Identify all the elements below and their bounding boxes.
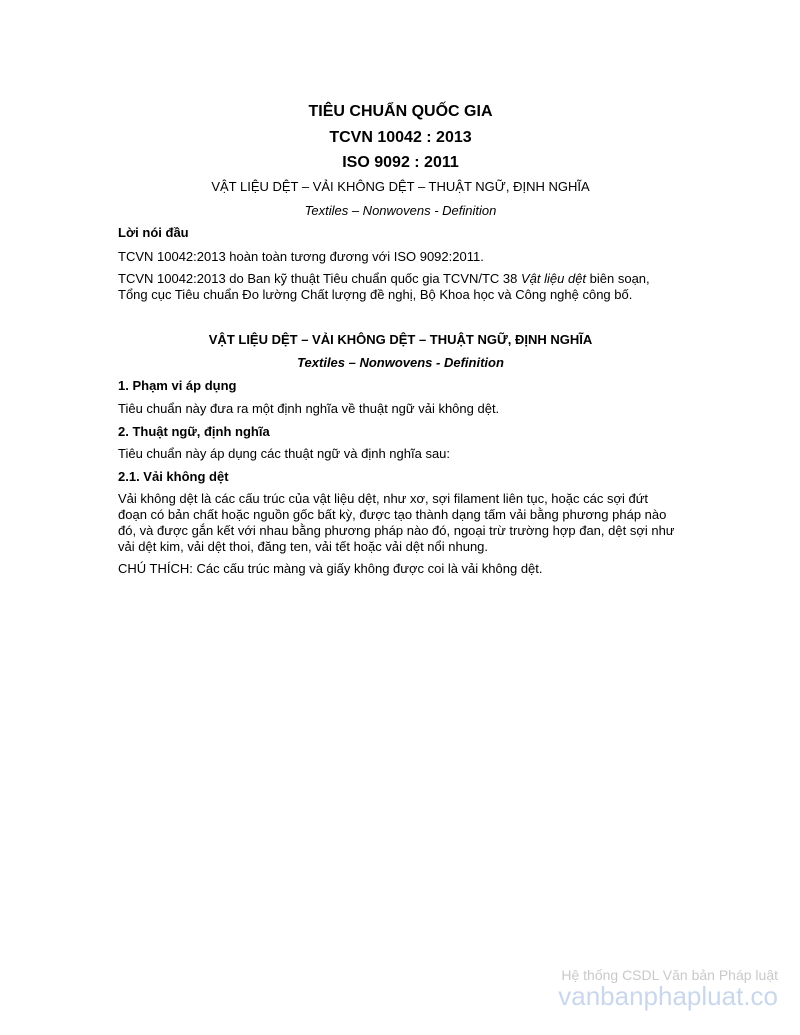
foreword-p2-line2: Tổng cục Tiêu chuẩn Đo lường Chất lượng đề nghị, Bộ Khoa học và Công nghệ công bố.	[118, 287, 633, 302]
foreword-paragraph-2	[118, 271, 683, 303]
body-title-en: Textiles – Nonwovens - Definition	[297, 355, 504, 370]
definition-line: đó, và được gắn kết với nhau bằng phương pháp nào đó, ngoại trừ trường hợp đan, dệt sợi như	[118, 523, 675, 538]
section-2-heading: 2. Thuật ngữ, định nghĩa	[118, 424, 270, 439]
standard-title-vn: VẬT LIỆU DỆT – VẢI KHÔNG DỆT – THUẬT NGỮ, ĐỊNH NGHĨA	[211, 179, 590, 194]
iso-code: ISO 9092 : 2011	[342, 154, 459, 171]
section-1-text: Tiêu chuẩn này đưa ra một định nghĩa về thuật ngữ vải không dệt.	[118, 401, 500, 416]
definition-line: vải dệt kim, vải dệt thoi, đăng ten, vải tết hoặc vải dệt nổi nhung.	[118, 539, 489, 554]
standard-title-en: Textiles – Nonwovens - Definition	[304, 203, 497, 218]
definition-line: Vải không dệt là các cấu trúc của vật liệu dệt, như xơ, sợi filament liên tục, hoặc các sợi đứt	[118, 491, 649, 506]
foreword-paragraph-1: TCVN 10042:2013 hoàn toàn tương đương với ISO 9092:2011.	[118, 249, 484, 264]
document-title: TIÊU CHUẨN QUỐC GIA	[308, 103, 493, 120]
standard-code: TCVN 10042 : 2013	[329, 129, 472, 146]
section-2-1-heading: 2.1. Vải không dệt	[118, 469, 229, 484]
section-2-text: Tiêu chuẩn này áp dụng các thuật ngữ và định nghĩa sau:	[118, 446, 451, 461]
foreword-p2-italic: Vật liệu dệt	[521, 271, 587, 286]
foreword-heading: Lời nói đầu	[118, 225, 189, 240]
definition-line: đoạn có bản chất hoặc nguồn gốc bất kỳ, được tạo thành dạng tấm vải bằng phương pháp nào	[118, 507, 667, 522]
body-title-vn: VẬT LIỆU DỆT – VẢI KHÔNG DỆT – THUẬT NGỮ, ĐỊNH NGHĨA	[208, 332, 593, 347]
section-2-1-definition	[118, 491, 683, 555]
watermark-site: vanbanphapluat.co	[558, 981, 778, 1011]
section-1-heading: 1. Phạm vi áp dụng	[118, 378, 237, 393]
foreword-p2-start: TCVN 10042:2013 do Ban kỹ thuật Tiêu chuẩn quốc gia TCVN/TC 38	[118, 271, 521, 286]
note-text: CHÚ THÍCH: Các cấu trúc màng và giấy không được coi là vải không dệt.	[118, 561, 543, 576]
watermark-caption: Hệ thống CSDL Văn bản Pháp luật	[561, 967, 778, 983]
foreword-p2-end: biên soạn,	[586, 271, 650, 286]
